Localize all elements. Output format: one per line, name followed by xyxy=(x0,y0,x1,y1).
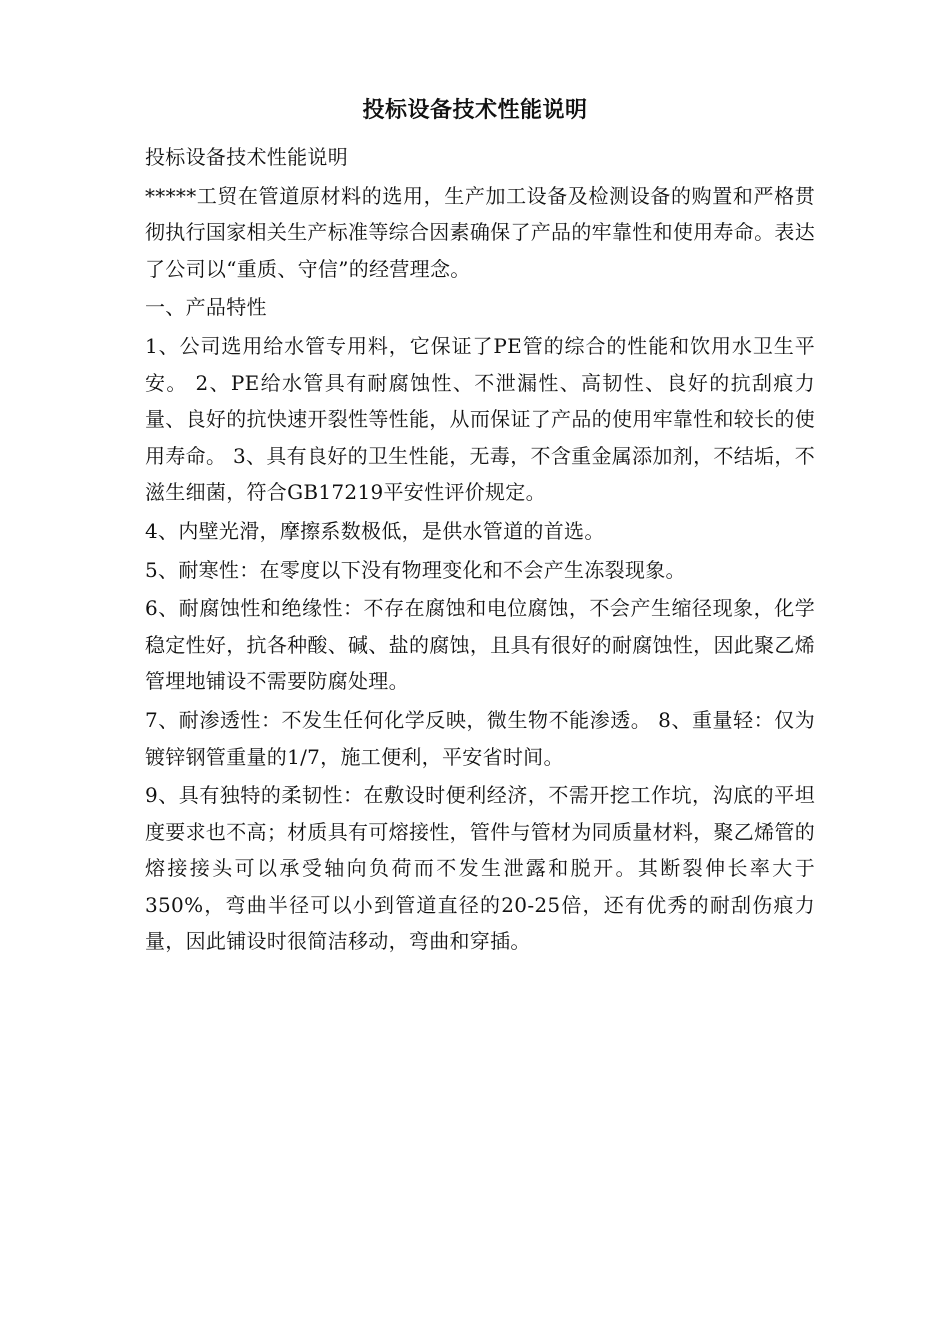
paragraph-feature-5: 5、耐寒性：在零度以下没有物理变化和不会产生冻裂现象。 xyxy=(145,557,686,582)
paragraph-intro: *****工贸在管道原材料的选用，生产加工设备及检测设备的购置和严格贯彻执行国家相关生产标准等综合因素确保了产品的牢靠性和使用寿命。表达了公司以“重质、守信”的经营理念。 xyxy=(145,183,815,281)
paragraph-feature-9: 9、具有独特的柔韧性：在敷设时便利经济，不需开挖工作坑，沟底的平坦度要求也不高；材质具有可熔接性，管件与管材为同质量材料，聚乙烯管的熔接接头可以承受轴向负荷而不发生泄露和脱开。其断裂伸长率大于350%，弯曲半径可以小到管道直径的20-25倍，还有优秀的耐刮伤痕力量，因此铺设时很简洁移动，弯曲和穿插。 xyxy=(145,783,815,954)
paragraph-subtitle: 投标设备技术性能说明 xyxy=(145,145,348,169)
paragraph-feature-6: 6、耐腐蚀性和绝缘性：不存在腐蚀和电位腐蚀，不会产生缩径现象，化学稳定性好，抗各种酸、碱、盐的腐蚀，且具有很好的耐腐蚀性，因此聚乙烯管埋地铺设不需要防腐处理。 xyxy=(145,596,815,694)
paragraph-feature-4: 4、内壁光滑，摩擦系数极低，是供水管道的首选。 xyxy=(145,518,605,543)
document-body xyxy=(145,139,815,962)
paragraph-feature-7-8: 7、耐渗透性：不发生任何化学反映，微生物不能渗透。 8、重量轻：仅为镀锌钢管重量的1/7，施工便利，平安省时间。 xyxy=(145,707,815,769)
paragraph-feature-1-3: 1、公司选用给水管专用料，它保证了PE管的综合的性能和饮用水卫生平安。 2、PE给水管具有耐腐蚀性、不泄漏性、高韧性、良好的抗刮痕力量、良好的抗快速开裂性等性能，从而保证了产品的使用牢靠性和较长的使用寿命。 3、具有良好的卫生性能，无毒，不含重金属添加剂，不结垢，不滋生细菌，符合GB17219平安性评价规定。 xyxy=(145,333,815,505)
document-title: 投标设备技术性能说明 xyxy=(362,97,588,123)
section-heading-product-features: 一、产品特性 xyxy=(145,295,267,320)
